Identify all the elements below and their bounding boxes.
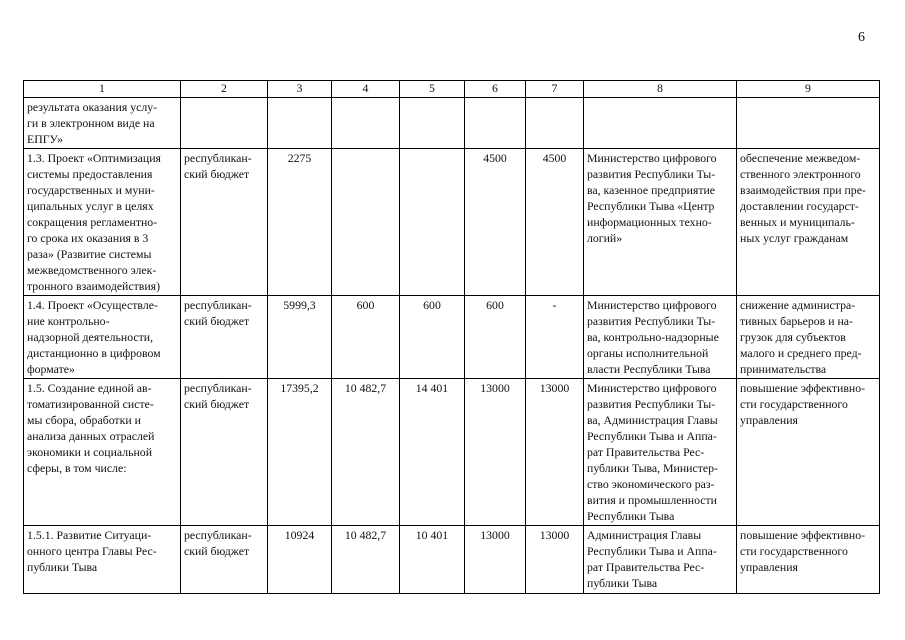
amount-cell: 10 401 bbox=[400, 526, 465, 593]
amount-cell: 13000 bbox=[465, 379, 526, 526]
amount-cell: 10 482,7 bbox=[332, 379, 400, 526]
amount-cell: 600 bbox=[332, 295, 400, 378]
column-header: 5 bbox=[400, 81, 465, 98]
amount-cell bbox=[332, 148, 400, 295]
column-header: 1 bbox=[24, 81, 181, 98]
responsible-cell: Администрация Главы Республики Тыва и Аппа- рат Правительства Рес- публики Тыва bbox=[584, 526, 737, 593]
result-cell: обеспечение межведом- ственного электронного взаимодействия при пре- доставлении государст- венных и муниципаль- ных услуг гражданам bbox=[737, 148, 880, 295]
amount-cell bbox=[400, 97, 465, 148]
amount-cell: 2275 bbox=[268, 148, 332, 295]
amount-cell: 17395,2 bbox=[268, 379, 332, 526]
page-number: 6 bbox=[858, 30, 865, 45]
amount-cell bbox=[465, 97, 526, 148]
amount-cell: 600 bbox=[400, 295, 465, 378]
amount-cell: 13000 bbox=[526, 526, 584, 593]
table-row bbox=[24, 97, 880, 148]
responsible-cell: Министерство цифрового развития Республики Ты- ва, контрольно-надзорные органы исполнительной власти Республики Тыва bbox=[584, 295, 737, 378]
measure-name-cell: результата оказания услу- ги в электронном виде на ЕПГУ» bbox=[24, 97, 181, 148]
budget-table bbox=[23, 80, 880, 594]
column-number-row bbox=[24, 81, 880, 98]
result-cell: повышение эффективно- сти государственного управления bbox=[737, 379, 880, 526]
column-header: 4 bbox=[332, 81, 400, 98]
funding-source-cell: республикан- ский бюджет bbox=[181, 148, 268, 295]
measure-name-cell: 1.5. Создание единой ав- томатизированной систе- мы сбора, обработки и анализа данных отраслей экономики и социальной сферы, в том числе: bbox=[24, 379, 181, 526]
amount-cell: 600 bbox=[465, 295, 526, 378]
measure-name-cell: 1.3. Проект «Оптимизация системы предоставления государственных и муни- ципальных услуг в целях сокращения регламентно- го срока их оказания в 3 раза» (Развитие системы межведомственного элек- тронного взаимодействия) bbox=[24, 148, 181, 295]
funding-source-cell: республикан- ский бюджет bbox=[181, 295, 268, 378]
result-cell: снижение администра- тивных барьеров и на- грузок для субъектов малого и среднего пред- принимательства bbox=[737, 295, 880, 378]
amount-cell: 14 401 bbox=[400, 379, 465, 526]
column-header: 6 bbox=[465, 81, 526, 98]
table-row bbox=[24, 295, 880, 378]
column-header: 9 bbox=[737, 81, 880, 98]
table-row bbox=[24, 379, 880, 526]
amount-cell: 4500 bbox=[526, 148, 584, 295]
funding-source-cell: республикан- ский бюджет bbox=[181, 379, 268, 526]
result-cell bbox=[737, 97, 880, 148]
column-header: 2 bbox=[181, 81, 268, 98]
funding-source-cell bbox=[181, 97, 268, 148]
responsible-cell: Министерство цифрового развития Республики Ты- ва, казенное предприятие Республики Тыва «Центр информационных техно- логий» bbox=[584, 148, 737, 295]
responsible-cell: Министерство цифрового развития Республики Ты- ва, Администрация Главы Республики Тыва и Аппа- рат Правительства Рес- публики Тыва, Министер- ство экономического раз- вития и промышленности Республики Тыва bbox=[584, 379, 737, 526]
funding-source-cell: республикан- ский бюджет bbox=[181, 526, 268, 593]
result-cell: повышение эффективно- сти государственного управления bbox=[737, 526, 880, 593]
amount-cell bbox=[526, 97, 584, 148]
responsible-cell bbox=[584, 97, 737, 148]
amount-cell bbox=[400, 148, 465, 295]
column-header: 3 bbox=[268, 81, 332, 98]
amount-cell: 10924 bbox=[268, 526, 332, 593]
table-row bbox=[24, 148, 880, 295]
amount-cell: - bbox=[526, 295, 584, 378]
amount-cell: 13000 bbox=[465, 526, 526, 593]
table-row bbox=[24, 526, 880, 593]
measure-name-cell: 1.4. Проект «Осуществле- ние контрольно- надзорной деятельности, дистанционно в цифровом формате» bbox=[24, 295, 181, 378]
amount-cell bbox=[332, 97, 400, 148]
amount-cell: 13000 bbox=[526, 379, 584, 526]
measure-name-cell: 1.5.1. Развитие Ситуаци- онного центра Главы Рес- публики Тыва bbox=[24, 526, 181, 593]
amount-cell: 4500 bbox=[465, 148, 526, 295]
amount-cell: 5999,3 bbox=[268, 295, 332, 378]
amount-cell: 10 482,7 bbox=[332, 526, 400, 593]
amount-cell bbox=[268, 97, 332, 148]
column-header: 7 bbox=[526, 81, 584, 98]
column-header: 8 bbox=[584, 81, 737, 98]
